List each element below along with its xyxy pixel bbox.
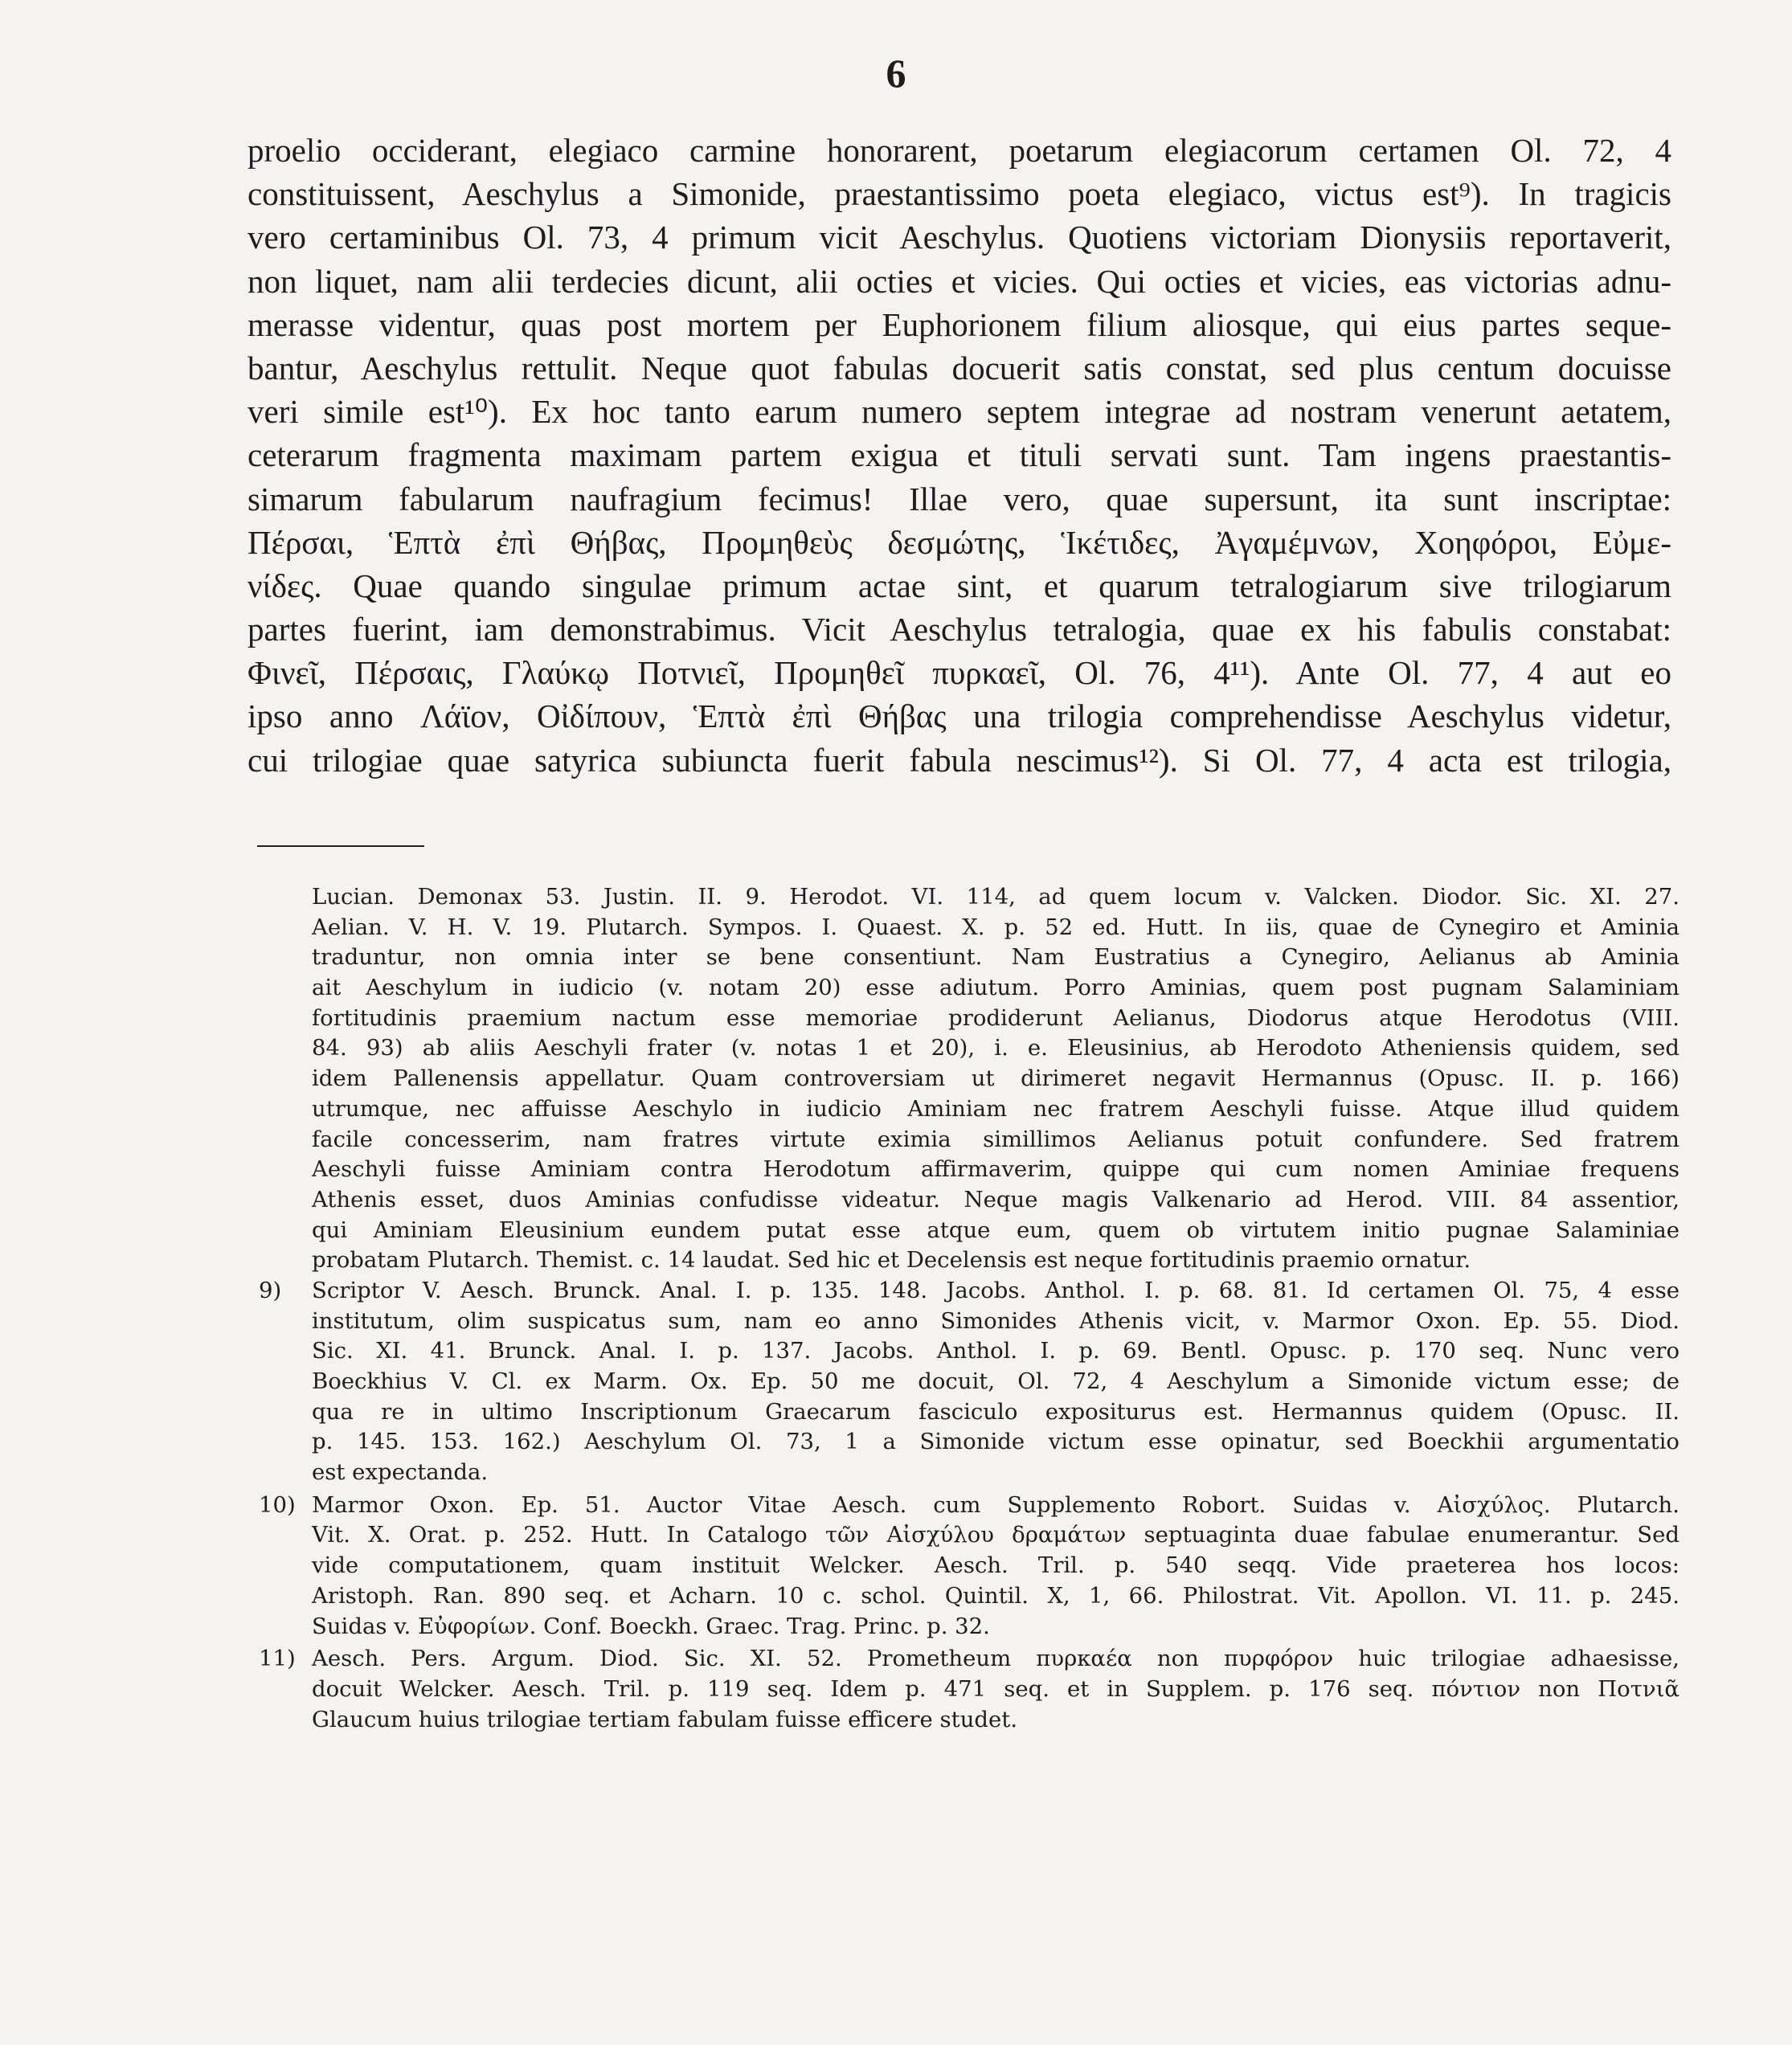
- main-text-line: Φινεῖ, Πέρσαις, Γλαύκῳ Ποτνιεῖ, Προμηθεῖ πυρκαεῖ, Ol. 76, 4¹¹). Ante Ol. 77, 4 aut eo: [248, 654, 1671, 692]
- main-text-line: Πέρσαι, Ἑπτὰ ἐπὶ Θήβας, Προμηθεὺς δεσμώτης, Ἱκέτιδες, Ἀγαμέμνων, Χοηφόροι, Εὐμε-: [248, 523, 1671, 561]
- footnote-line: traduntur, non omnia inter se bene consentiunt. Nam Eustratius a Cynegiro, Aelianus ab Aminia: [312, 944, 1679, 971]
- footnote-line: ait Aeschylum in iudicio (v. notam 20) esse adiutum. Porro Aminias, quem post pugnam Salaminiam: [312, 975, 1679, 1001]
- main-text-line: cui trilogiae quae satyrica subiuncta fuerit fabula nescimus¹²). Si Ol. 77, 4 acta est trilogia,: [248, 741, 1671, 779]
- footnote-line: utrumque, nec affuisse Aeschylo in iudicio Aminiam nec fratrem Aeschyli fuisse. Atque illud quidem: [312, 1095, 1679, 1122]
- footnote-line: vide computationem, quam instituit Welcker. Aesch. Tril. p. 540 seqq. Vide praeterea hos locos:: [312, 1552, 1679, 1579]
- footnote: [259, 882, 1679, 1276]
- footnote-line: Scriptor V. Aesch. Brunck. Anal. I. p. 135. 148. Jacobs. Anthol. I. p. 68. 81. Id certamen Ol. 75, 4 esse: [312, 1277, 1679, 1303]
- main-text-line: non liquet, nam alii terdecies dicunt, alii octies et vicies. Qui octies et vicies, eas victorias adnu-: [248, 262, 1671, 300]
- footnote-line: Glaucum huius trilogiae tertiam fabulam fuisse efficere studet.: [312, 1706, 1018, 1732]
- main-text-line: partes fuerint, iam demonstrabimus. Vicit Aeschylus tetralogia, quae ex his fabulis constabat:: [248, 611, 1671, 648]
- main-text-line: simarum fabularum naufragium fecimus! Illae vero, quae supersunt, ita sunt inscriptae:: [248, 480, 1671, 517]
- footnote-divider: [257, 845, 424, 847]
- footnote-line: qui Aminiam Eleusinium eundem putat esse atque eum, quem ob virtutem initio pugnae Salaminiae: [312, 1217, 1679, 1243]
- page-number: 6: [886, 51, 906, 96]
- main-text-line: vero certaminibus Ol. 73, 4 primum vicit Aeschylus. Quotiens victoriam Dionysiis reportaverit,: [248, 219, 1671, 256]
- footnote-line: Aelian. V. H. V. 19. Plutarch. Sympos. I. Quaest. X. p. 52 ed. Hutt. In iis, quae de Cynegiro et Aminia: [312, 914, 1679, 940]
- main-text-line: proelio occiderant, elegiaco carmine honorarent, poetarum elegiacorum certamen Ol. 72, 4: [248, 132, 1671, 169]
- footnote-number: 11): [259, 1646, 296, 1672]
- footnote: [259, 1491, 1679, 1642]
- footnote-line: qua re in ultimo Inscriptionum Graecarum fasciculo expositurus est. Hermannus quidem (Opusc. II.: [312, 1398, 1679, 1425]
- footnote-line: Athenis esset, duos Aminias confudisse videatur. Neque magis Valkenario ad Herod. VIII. 84 assentior,: [312, 1186, 1679, 1213]
- footnote-line: docuit Welcker. Aesch. Tril. p. 119 seq. Idem p. 471 seq. et in Supplem. p. 176 seq. πόντιον non Ποτνιᾶ: [312, 1675, 1679, 1702]
- main-text: [248, 129, 1671, 782]
- footnote-line: Boeckhius V. Cl. ex Marm. Ox. Ep. 50 me docuit, Ol. 72, 4 Aeschylum a Simonide victum esse; de: [312, 1368, 1679, 1394]
- footnote-number: 10): [259, 1491, 296, 1518]
- footnote-line: Suidas v. Εὐφορίων. Conf. Boeckh. Graec. Trag. Princ. p. 32.: [312, 1613, 990, 1639]
- footnote-line: p. 145. 153. 162.) Aeschylum Ol. 73, 1 a Simonide victum esse opinatur, sed Boeckhii argumentatio: [312, 1429, 1679, 1455]
- footnote-line: Vit. X. Orat. p. 252. Hutt. In Catalogo τῶν Αἰσχύλου δραμάτων septuaginta duae fabulae enumerantur. Sed: [312, 1522, 1679, 1548]
- footnote-line: 84. 93) ab aliis Aeschyli frater (v. notas 1 et 20), i. e. Eleusinius, ab Herodoto Atheniensis quidem, sed: [312, 1035, 1679, 1061]
- main-text-line: bantur, Aeschylus rettulit. Neque quot fabulas docuerit satis constat, sed plus centum docuisse: [248, 349, 1671, 387]
- footnotes: [259, 882, 1679, 1735]
- footnote: [259, 1644, 1679, 1735]
- footnote-line: probatam Plutarch. Themist. c. 14 laudat. Sed hic et Decelensis est neque fortitudinis praemio ornatur.: [312, 1247, 1471, 1274]
- footnote-line: Aesch. Pers. Argum. Diod. Sic. XI. 52. Prometheum πυρκαέα non πυρφόρον huic trilogiae adhaesisse,: [312, 1646, 1679, 1672]
- footnote: [259, 1276, 1679, 1488]
- footnote-line: Sic. XI. 41. Brunck. Anal. I. p. 137. Jacobs. Anthol. I. p. 69. Bentl. Opusc. p. 170 seq. Nunc vero: [312, 1338, 1679, 1364]
- main-text-line: constituissent, Aeschylus a Simonide, praestantissimo poeta elegiaco, victus est⁹). In tragicis: [248, 175, 1671, 213]
- footnote-line: Aeschyli fuisse Aminiam contra Herodotum affirmaverim, quippe qui cum nomen Aminiae frequens: [312, 1156, 1679, 1183]
- footnote-line: Lucian. Demonax 53. Justin. II. 9. Herodot. VI. 114, ad quem locum v. Valcken. Diodor. Sic. XI. 27.: [312, 884, 1679, 910]
- main-text-line: ipso anno Λάϊον, Οἰδίπουν, Ἑπτὰ ἐπὶ Θήβας una trilogia comprehendisse Aeschylus videtur,: [248, 697, 1671, 735]
- footnote-line: est expectanda.: [312, 1459, 489, 1486]
- main-text-line: ceterarum fragmenta maximam partem exigua et tituli servati sunt. Tam ingens praestantis-: [248, 436, 1671, 474]
- main-text-line: merasse videntur, quas post mortem per Euphorionem filium aliosque, qui eius partes seque-: [248, 305, 1671, 343]
- footnote-number: 9): [259, 1277, 282, 1303]
- main-text-line: νίδες. Quae quando singulae primum actae sint, et quarum tetralogiarum sive trilogiarum: [248, 566, 1671, 604]
- main-text-line: veri simile est¹⁰). Ex hoc tanto earum numero septem integrae ad nostram venerunt aetatem,: [248, 393, 1671, 431]
- footnote-line: fortitudinis praemium nactum esse memoriae prodiderunt Aelianus, Diodorus atque Herodotus (VIII.: [312, 1004, 1679, 1031]
- footnote-line: institutum, olim suspicatus sum, nam eo anno Simonides Athenis vicit, v. Marmor Oxon. Ep. 55. Diod.: [312, 1307, 1679, 1334]
- footnote-line: Aristoph. Ran. 890 seq. et Acharn. 10 c. schol. Quintil. X, 1, 66. Philostrat. Vit. Apollon. VI. 11. p. 245.: [312, 1582, 1679, 1609]
- footnote-line: facile concesserim, nam fratres virtute eximia simillimos Aelianus potuit confundere. Sed fratrem: [312, 1126, 1679, 1152]
- footnote-line: idem Pallenensis appellatur. Quam controversiam ut dirimeret negavit Hermannus (Opusc. II. p. 166): [312, 1065, 1679, 1092]
- footnote-line: Marmor Oxon. Ep. 51. Auctor Vitae Aesch. cum Supplemento Robort. Suidas v. Αἰσχύλος. Plutarch.: [312, 1491, 1679, 1518]
